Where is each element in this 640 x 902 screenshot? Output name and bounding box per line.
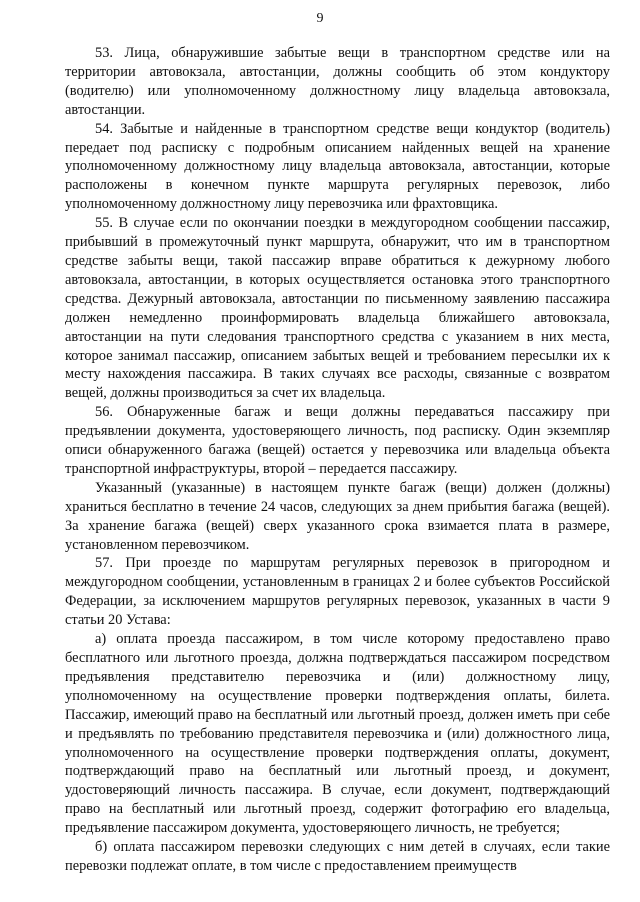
paragraph-57-b: б) оплата пассажиром перевозки следующих с ним детей в случаях, если такие перевозки подлежат оплате, в том числе с предоставлением преимуществ bbox=[65, 839, 610, 874]
paragraph-54: 54. Забытые и найденные в транспортном средстве вещи кондуктор (водитель) передает под расписку с подробным описанием найденных вещей на хранение уполномоченному должностному лицу владельца автовокзала, автостанции, которые расположены в конечном пункте маршрута регулярных перевозок, либо уполномоченному должностному лицу перевозчика или фрахтовщика. bbox=[65, 120, 610, 213]
paragraph-57-a: а) оплата проезда пассажиром, в том числе которому предоставлено право бесплатного или льготного проезда, должна подтверждаться пассажиром посредством предъявления представителю перевозчика и (или) должностному лицу, уполномоченному на осуществление проверки подтверждения оплаты, билета. Пассажир, имеющий право на бесплатный или льготный проезд, должен иметь при себе и предъявлять по требованию представителя перевозчика и (или) должностного лица, уполномоченного на осуществление проверки подтверждения оплаты, документ, подтверждающий право на бесплатный или льготный проезд, и документ, удостоверяющий личность пассажира. В случае, если документ, подтверждающий право на бесплатный или льготный проезд, содержит фотографию его владельца, предъявление пассажиром документа, удостоверяющего личность, не требуется; bbox=[65, 631, 610, 837]
paragraph-56: 56. Обнаруженные багаж и вещи должны передаваться пассажиру при предъявлении документа, удостоверяющего личность, под расписку. Один экземпляр описи обнаруженного багажа (вещей) остается у перевозчика или владельца объекта транспортной инфраструктуры, второй – передается пассажиру. bbox=[65, 404, 610, 477]
document-body bbox=[65, 44, 610, 876]
paragraph-53: 53. Лица, обнаружившие забытые вещи в транспортном средстве или на территории автовокзала, автостанции, должны сообщить об этом кондуктору (водителю) или уполномоченному должностному лицу владельца автовокзала, автостанции. bbox=[65, 45, 610, 118]
page-number: 9 bbox=[316, 11, 324, 26]
paragraph-57: 57. При проезде по маршрутам регулярных перевозок в пригородном и междугородном сообщении, установленным в границах 2 и более субъектов Российской Федерации, за исключением маршрутов регулярных перевозок, указанных в части 9 статьи 20 Устава: bbox=[65, 555, 610, 629]
paragraph-56-continuation: Указанный (указанные) в настоящем пункте багаж (вещи) должен (должны) храниться бесплатно в течение 24 часов, следующих за днем прибытия багажа (вещей). За хранение багажа (вещей) сверх указанного срока взимается плата в размере, установленном перевозчиком. bbox=[65, 479, 610, 553]
paragraph-55: 55. В случае если по окончании поездки в междугородном сообщении пассажир, прибывший в промежуточный пункт маршрута, обнаружит, что им в транспортном средстве забыты вещи, такой пассажир вправе обратиться к дежурному любого автовокзала, автостанции, в которых осуществляется остановка этого транспортного средства. Дежурный автовокзала, автостанции по письменному заявлению пассажира должен немедленно проинформировать владельца ближайшего автовокзала, автостанции на пути следования транспортного средства с указанием в них места, которое занимал пассажир, описанием забытых вещей и требованием пересылки их к месту нахождения пассажира. В таких случаях все расходы, связанные с возвратом вещей, должны производиться за счет их владельца. bbox=[65, 215, 610, 402]
